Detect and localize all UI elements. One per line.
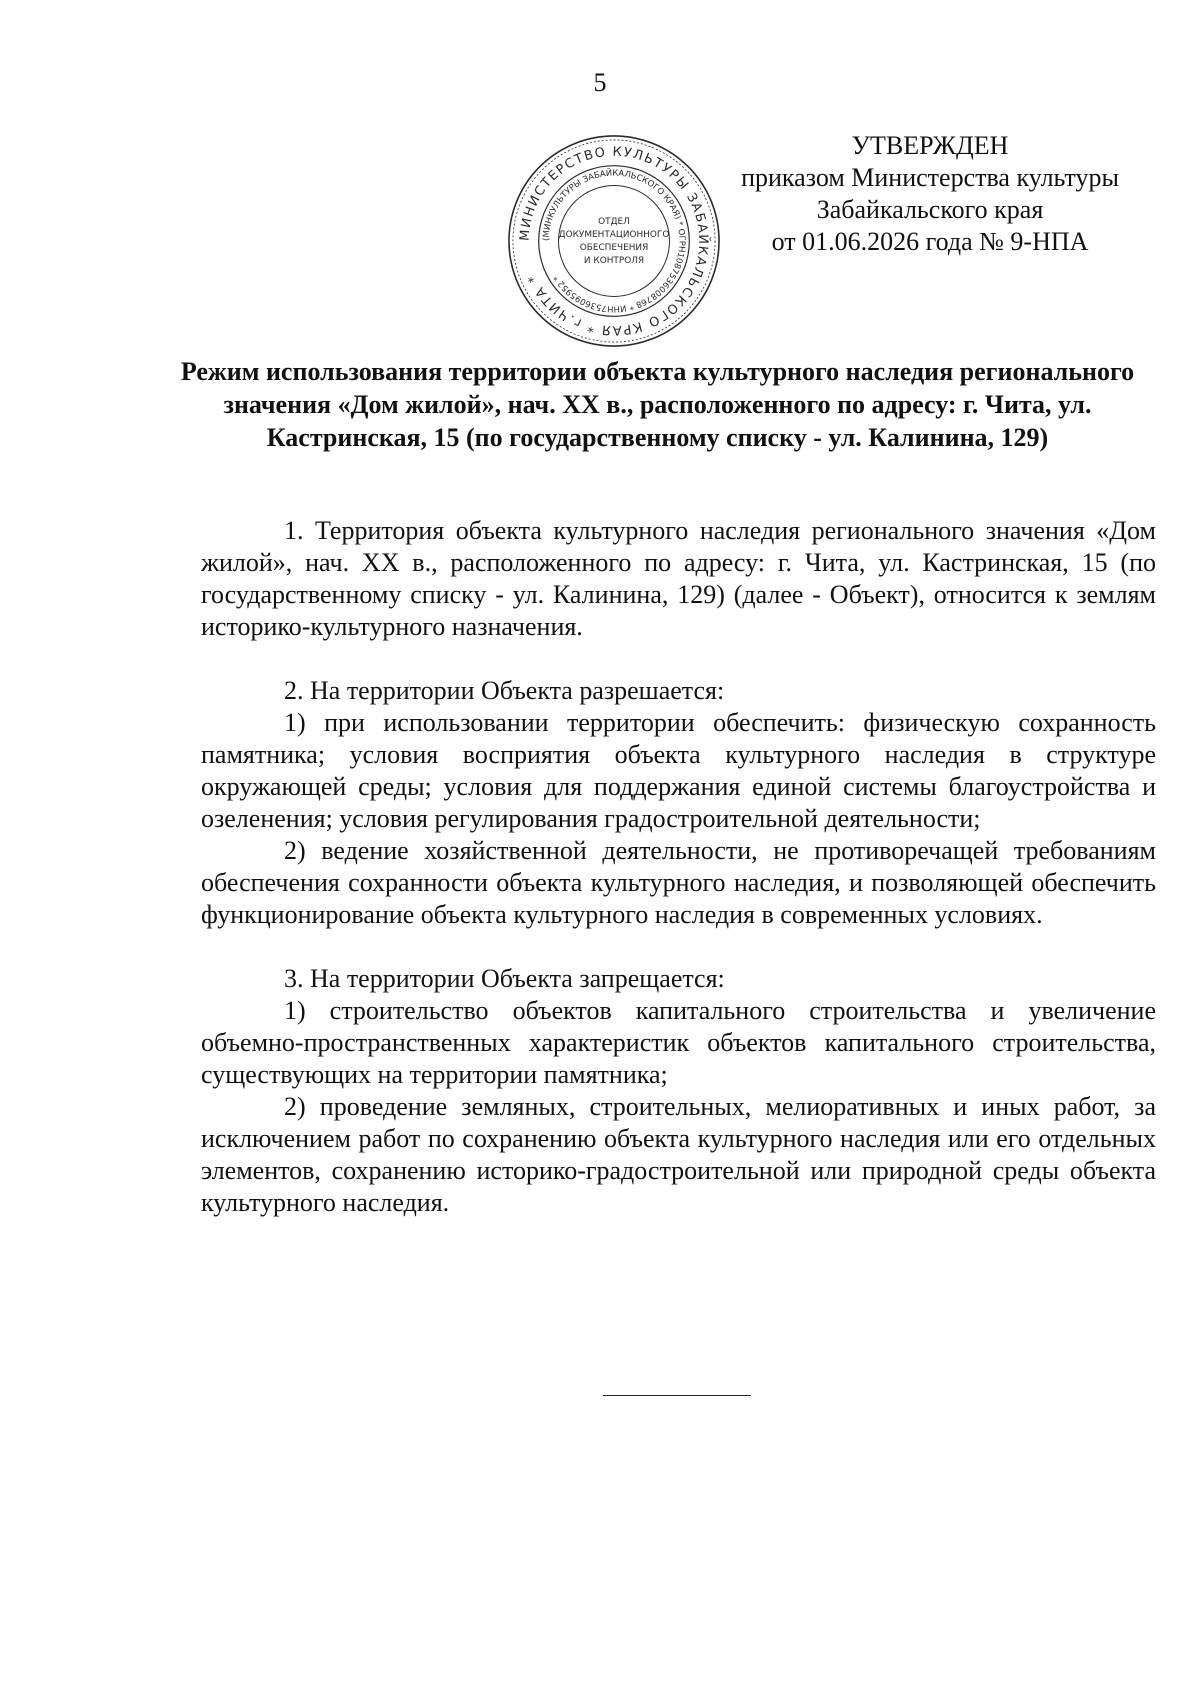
paragraph-1: 1. Территория объекта культурного наследия регионального значения «Дом жилой», нач. XX в., расположенного по адресу: г. Чита, ул. Кастринская, 15 (по государственному списку - ул. Калинина, 129) (далее - Объект), относится к землям историко-культурного назначения.	[201, 516, 1156, 641]
stamp-outer-text: МИНИСТЕРСТВО КУЛЬТУРЫ ЗАБАЙКАЛЬСКОГО КРАЯ * г.ЧИТА *	[517, 144, 711, 338]
paragraph-3-item-1: 1) строительство объектов капитального строительства и увеличение объемно-пространственных характеристик объектов капитального строительства, существующих на территории памятника;	[201, 996, 1156, 1089]
approval-heading: УТВЕРЖДЕН	[851, 131, 1009, 160]
paragraph-3-item-2: 2) проведение земляных, строительных, мелиоративных и иных работ, за исключением работ по сохранению объекта культурного наследия или его отдельных элементов, сохранению историко-градостроительной или природной среды объекта культурного наследия.	[201, 1092, 1156, 1217]
approval-order-line: приказом Министерства культуры	[741, 163, 1119, 192]
stamp-center-line-1: ОТДЕЛ	[598, 217, 630, 228]
document-title: Режим использования территории объекта культурного наследия регионального значения «Дом жилой», нач. XX в., расположенного по адресу: г. Чита, ул. Кастринская, 15 (по государственному списку - ул. Калинина, 129)	[180, 357, 1135, 452]
svg-text:(МИНКУЛЬТУРЫ ЗАБАЙКАЛЬСКОГО КР	[541, 167, 688, 315]
official-seal-stamp	[505, 132, 723, 350]
approval-date-line: от 01.06.2026 года № 9-НПА	[771, 227, 1089, 256]
page-number: 5	[593, 68, 607, 97]
stamp-center-line-2: ДОКУМЕНТАЦИОННОГО	[558, 230, 670, 241]
approval-region-line: Забайкальского края	[816, 195, 1044, 224]
paragraph-2-item-1: 1) при использовании территории обеспечить: физическую сохранность памятника; условия восприятия объекта культурного наследия в структуре окружающей среды; условия для поддержания единой системы благоустройства и озеленения; условия регулирования градостроительной деятельности;	[201, 708, 1156, 833]
stamp-center-line-4: И КОНТРОЛЯ	[583, 255, 645, 266]
paragraph-3-heading: 3. На территории Объекта запрещается:	[284, 964, 725, 993]
stamp-center-line-3: ОБЕСПЕЧЕНИЯ	[579, 242, 649, 253]
end-separator-line	[603, 1395, 751, 1396]
stamp-inner-text: (МИНКУЛЬТУРЫ ЗАБАЙКАЛЬСКОГО КРАЯ) * ОГРН1087536008768 * ИНН7536095952 *	[540, 167, 688, 315]
paragraph-2-heading: 2. На территории Объекта разрешается:	[284, 676, 725, 705]
document-body	[201, 515, 1156, 1219]
approval-block	[716, 130, 1144, 258]
paragraph-2-item-2: 2) ведение хозяйственной деятельности, не противоречащей требованиям обеспечения сохранности объекта культурного наследия, и позволяющей обеспечить функционирование объекта культурного наследия в современных условиях.	[201, 836, 1156, 929]
